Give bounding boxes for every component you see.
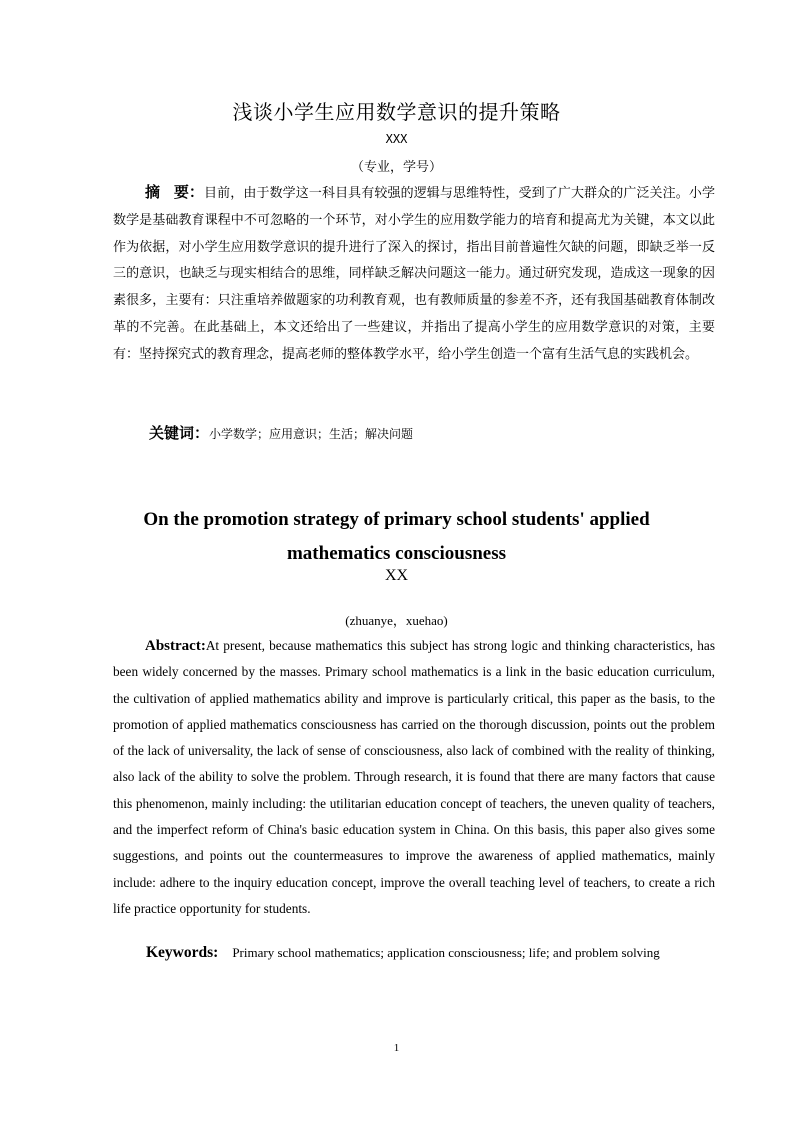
english-author: XX — [384, 567, 409, 584]
chinese-abstract-label-2: 要： — [173, 183, 205, 201]
chinese-abstract-label-1: 摘 — [145, 183, 162, 201]
chinese-affiliation: （专业，学号） — [350, 160, 442, 175]
chinese-keywords-label: 关键词： — [149, 424, 210, 442]
chinese-author: XXX — [385, 132, 408, 146]
page-number: 1 — [393, 1042, 400, 1054]
english-abstract-label: Abstract: — [145, 638, 206, 654]
chinese-keywords-text: 小学数学；应用意识；生活；解决问题 — [209, 427, 414, 441]
english-title-line-1: On the promotion strategy of primary school students' applied — [143, 509, 650, 530]
english-abstract — [113, 633, 715, 922]
chinese-title: 浅谈小学生应用数学意识的提升策略 — [232, 100, 561, 124]
english-abstract-text: At present, because mathematics this subject has strong logic and thinking characteristics, has been widely concerned by the masses. Primary school mathematics is a link in the basic education curriculum, the cultivation of applied mathematics ability and improve is particularly critical, this paper as the basis, to the promotion of applied mathematics consciousness has carried on the thorough discussion, points out the problem of the lack of universality, the lack of sense of consciousness, also lack of combined with the reality of thinking, also lack of the ability to solve the problem. Through research, it is found that there are many factors that cause this phenomenon, mainly including: the utilitarian education concept of teachers, the uneven quality of teachers, and the imperfect reform of China's basic education system in China. On this basis, this paper also gives some suggestions, and points out the countermeasures to improve the awareness of applied mathematics, mainly include: adhere to the inquiry education concept, improve the overall teaching level of teachers, to create a rich life practice opportunity for students. — [113, 638, 715, 916]
english-keywords — [146, 944, 660, 962]
chinese-abstract-text: 目前，由于数学这一科目具有较强的逻辑与思维特性，受到了广大群众的广泛关注。小学数学是基础教育课程中不可忽略的一个环节，对小学生的应用数学能力的培育和提高尤为关键，本文以此作为依据，对小学生应用数学意识的提升进行了深入的探讨，指出目前普遍性欠缺的问题，即缺乏举一反三的意识，也缺乏与现实相结合的思维，同样缺乏解决问题这一能力。通过研究发现，造成这一现象的因素很多，主要有：只注重培养做题家的功利教育观，也有教师质量的参差不齐，还有我国基础教育体制改革的不完善。在此基础上，本文还给出了一些建议，并指出了提高小学生的应用数学意识的对策，主要有：坚持探究式的教育理念，提高老师的整体教学水平，给小学生创造一个富有生活气息的实践机会。 — [113, 186, 715, 362]
english-title-line-2: mathematics consciousness — [286, 543, 507, 564]
english-affiliation: (zhuanye，xuehao) — [345, 613, 448, 628]
chinese-keywords — [149, 422, 413, 443]
english-keywords-text: Primary school mathematics; application consciousness; life; and problem solving — [232, 945, 660, 960]
chinese-abstract — [113, 179, 715, 369]
english-keywords-label: Keywords: — [146, 944, 219, 961]
english-title — [0, 503, 793, 571]
